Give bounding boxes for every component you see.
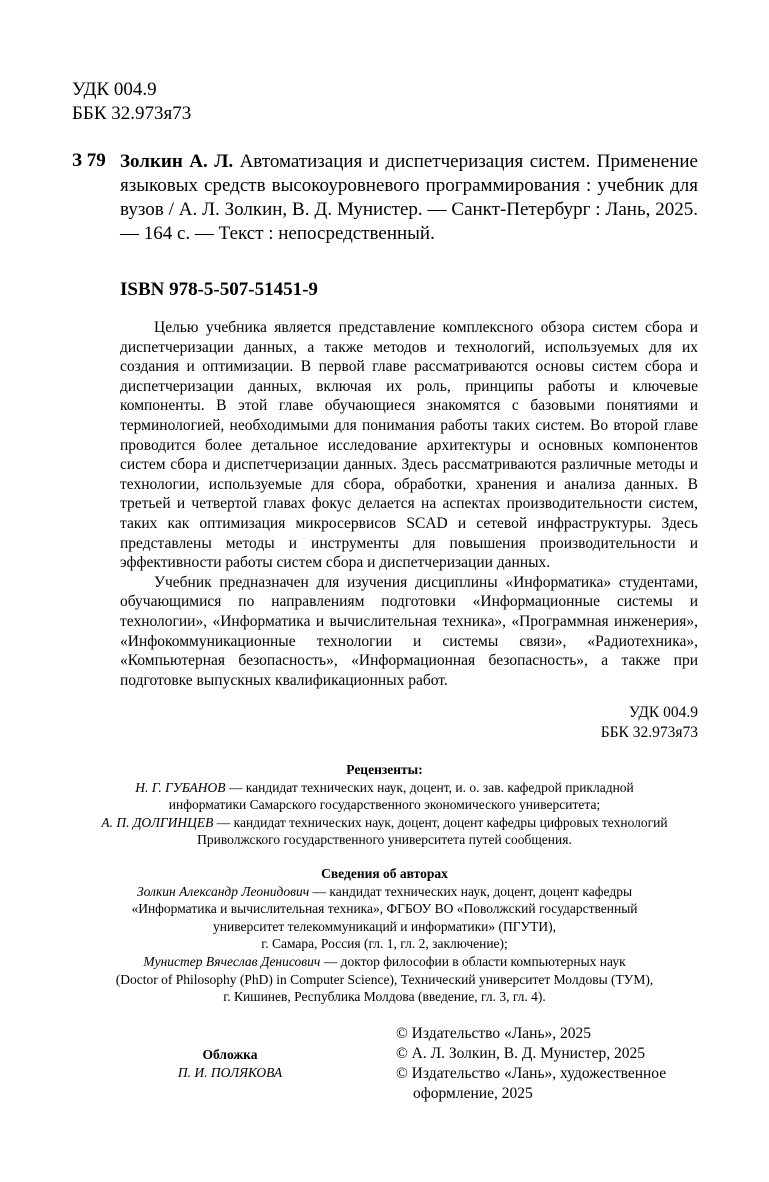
- author-2-line-2: (Doctor of Philosophy (PhD) in Computer Science), Технический университет Молдовы (ТУМ),: [115, 971, 654, 987]
- bibliographic-record: [120, 150, 698, 246]
- reviewer-2-text: — кандидат технических наук, доцент, доцент кафедры цифровых технологий: [213, 814, 668, 830]
- reviewers-block: [0, 761, 769, 849]
- classification-codes-top: [72, 78, 191, 126]
- author-2-text: — доктор философии в области компьютерных наук: [320, 953, 626, 969]
- author-1-line-2: «Информатика и вычислительная техника», ФГБОУ ВО «Поволжский государственный: [131, 901, 638, 917]
- copyright-block: [396, 1024, 666, 1104]
- author-2-name: Мунистер Вячеслав Денисович: [143, 953, 321, 969]
- reviewer-1-name: Н. Г. ГУБАНОВ: [135, 779, 226, 795]
- reviewer-1-text: — кандидат технических наук, доцент, и. о. зав. кафедрой прикладной: [225, 779, 634, 795]
- author-1-text: — кандидат технических наук, доцент, доцент кафедры: [309, 883, 633, 899]
- copyright-1: © Издательство «Лань», 2025: [396, 1025, 592, 1042]
- annotation-paragraph-2: Учебник предназначен для изучения дисциплины «Информатика» студентами, обучающимися по направлениям подготовки «Информационные системы и технологии», «Информатика и вычислительная техника», «Программная инженерия», «Инфокоммуникационные технологии и системы связи», «Радиотехника», «Компьютерная безопасность», «Информационная безопасность», а также при подготовке выпускных квалификационных работ.: [120, 573, 698, 689]
- reviewer-2: [0, 814, 769, 832]
- biblio-author: Золкин А. Л.: [120, 151, 234, 172]
- author-2: [0, 953, 769, 971]
- reviewer-1: [0, 779, 769, 797]
- author-1-line-3: университет телекоммуникаций и информатики» (ПГУТИ),: [213, 918, 556, 934]
- author-2-line-3: г. Кишинев, Республика Молдова (введение, гл. 3, гл. 4).: [223, 989, 546, 1005]
- copyright-2: © А. Л. Золкин, В. Д. Мунистер, 2025: [396, 1045, 645, 1062]
- reviewer-2-cont: Приволжского государственного университета путей сообщения.: [197, 832, 572, 848]
- bbk-code: ББК 32.973я73: [72, 103, 192, 124]
- reviewers-heading: Рецензенты:: [346, 762, 423, 777]
- author-1-name: Золкин Александр Леонидович: [136, 883, 310, 899]
- cover-designer: [160, 1046, 300, 1081]
- udk-code: УДК 004.9: [72, 79, 157, 100]
- reviewer-2-name: А. П. ДОЛГИНЦЕВ: [101, 814, 214, 830]
- annotation-paragraph-1: Целью учебника является представление комплексного обзора систем сбора и диспетчеризации данных, а также методов и технологий, используемых для их создания и оптимизации. В первой главе рассматриваются основы систем сбора и диспетчеризации данных, включая их роль, принципы работы и ключевые компоненты. В этой главе обучающиеся знакомятся с базовыми понятиями и терминологией, необходимыми для понимания работы таких систем. Во второй главе проводится более детальное исследование архитектуры и основных компонентов систем сбора и диспетчеризации данных. Здесь рассматриваются различные методы и технологии, используемые для сбора, обработки, хранения и анализа данных. В третьей и четвертой главах фокус делается на аспектах производительности систем, таких как оптимизация микросервисов SCAD и сетевой инфраструктуры. Здесь представлены методы и инструменты для повышения производительности и эффективности работы систем сбора и диспетчеризации данных.: [120, 319, 698, 572]
- copyright-4: оформление, 2025: [413, 1085, 533, 1102]
- classification-codes-bottom: [601, 703, 698, 742]
- authors-heading: Сведения об авторах: [321, 866, 448, 881]
- bbk-code-right: ББК 32.973я73: [600, 723, 698, 741]
- cover-heading: Обложка: [202, 1047, 258, 1062]
- authors-info-block: [0, 865, 769, 1006]
- cover-designer-name: П. И. ПОЛЯКОВА: [177, 1064, 283, 1080]
- author-1: [0, 883, 769, 901]
- author-sign: З 79: [72, 150, 106, 171]
- reviewer-1-cont: информатики Самарского государственного экономического университета;: [168, 797, 601, 813]
- annotation: [120, 318, 698, 690]
- copyright-3: © Издательство «Лань», художественное: [396, 1065, 667, 1082]
- biblio-text: Автоматизация и диспетчеризация систем. Применение языковых средств высокоуровневого программирования : учебник для вузов / А. Л. Золкин, В. Д. Мунистер. — Санкт-Петербург : Лань, 2025. — 164 с. — Текст : непосредственный.: [120, 151, 698, 244]
- isbn: ISBN 978-5-507-51451-9: [120, 279, 318, 300]
- udk-code-right: УДК 004.9: [628, 704, 698, 721]
- author-1-line-4: г. Самара, Россия (гл. 1, гл. 2, заключение);: [261, 936, 508, 952]
